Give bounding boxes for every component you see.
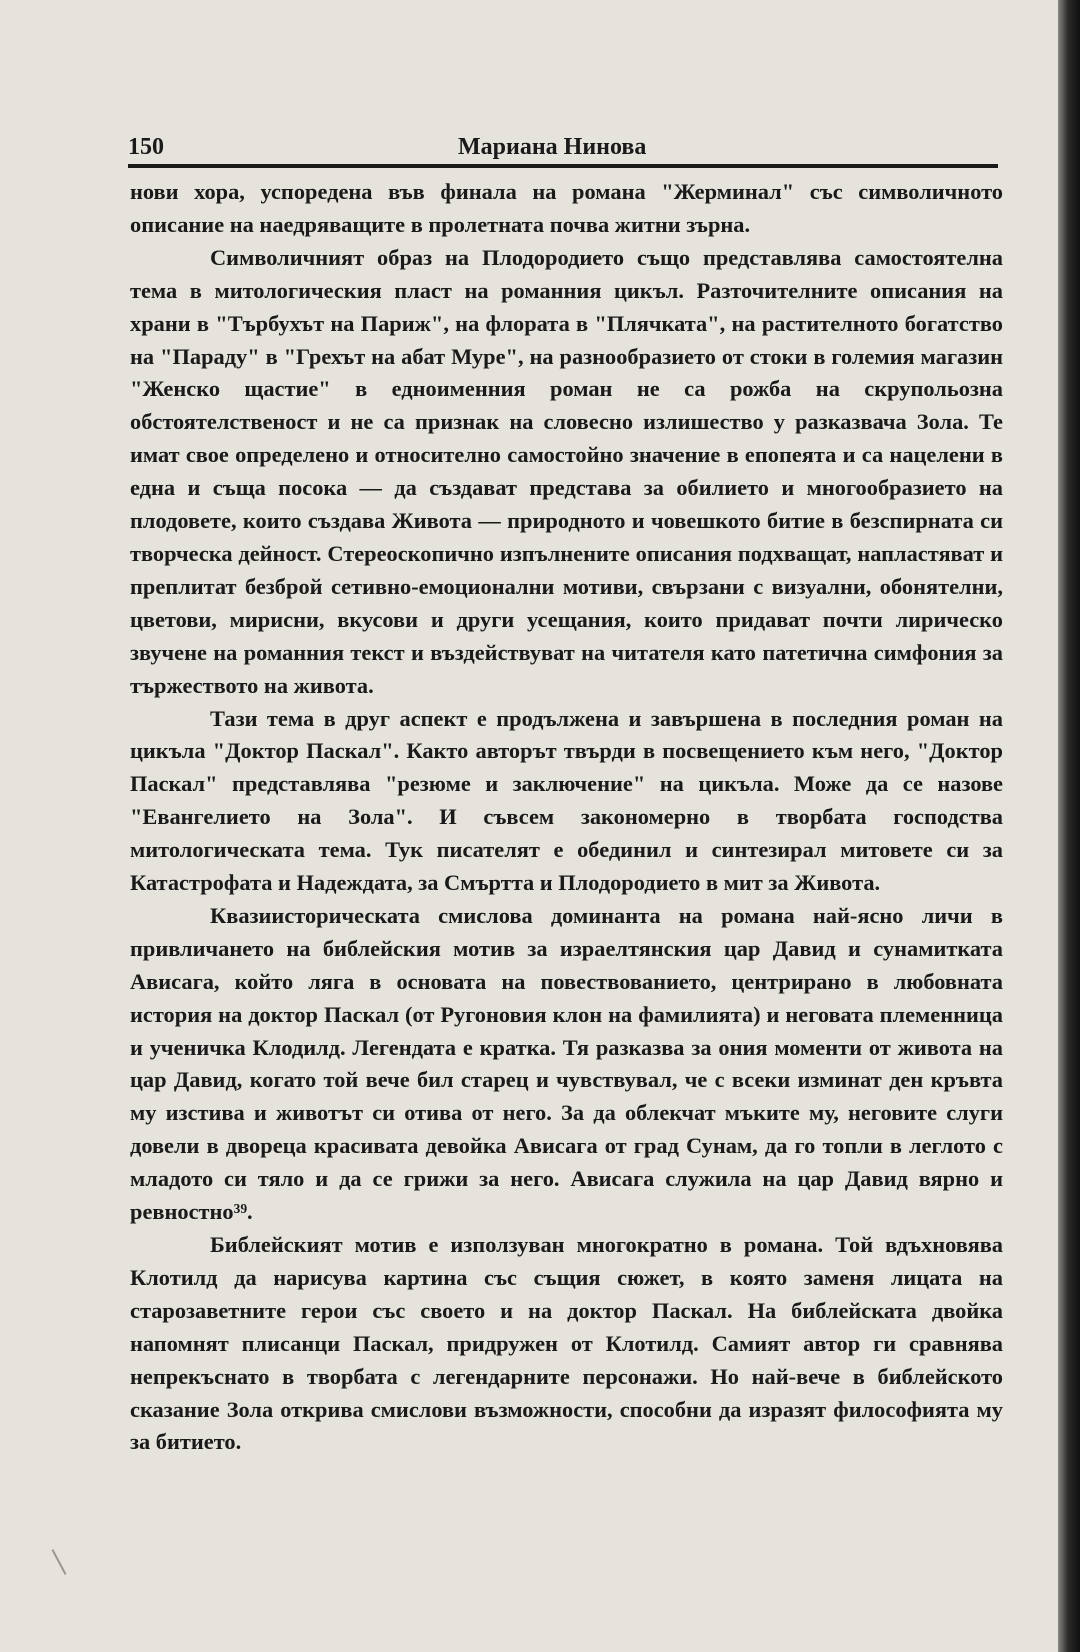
- book-spine-shadow: [1058, 0, 1080, 1652]
- paragraph-2: Символичният образ на Плодородието също представлява самостоятелна тема в митологическия пласт на романния цикъл. Разточителните описания на храни в "Търбухът на Париж", на флората в "Плячката", на растителното богатство на "Параду" в "Грехът на абат Муре", на разнообразието от стоки в големия магазин "Женско щастие" в едноименния роман не са рожба на скрупольозна обстоятелственост и не са признак на словесно излишество у разказвача Зола. Те имат свое определено и относително самостойно значение в епопеята и са нацелени в една и съща посока — да създават представа за обилието и многообразието на плодовете, които създава Живота — природното и човешкото битие в безспирната си творческа дейност. Стереоскопично изпълнените описания подхващат, напластяват и преплитат безброй сетивно-емоционални мотиви, свързани с визуални, обонятелни, цветови, мирисни, вкусови и други усещания, които придават почти лирическо звучене на романния текст и въздействуват на читателя като патетична симфония за тържеството на живота.: [130, 244, 1003, 698]
- paragraph-3: Тази тема в друг аспект е продължена и завършена в последния роман на цикъла "Доктор Паскал". Както авторът твърди в посвещението към него, "Доктор Паскал" представлява "резюме и заключение" на цикъла. Може да се назове "Евангелието на Зола". И съвсем закономерно в творбата господства митологическата тема. Тук писателят е обединил и синтезирал митовете си за Катастрофата и Надеждата, за Смъртта и Плодородието в мит за Живота.: [130, 705, 1003, 896]
- paragraph-4: Квазиисторическата смислова доминанта на романа най-ясно личи в привличането на библейския мотив за израелтянския цар Давид и сунамитката Ависага, който ляга в основата на повествованието, центрирано в любовната история на доктор Паскал (от Ругоновия клон на фамилията) и неговата племенница и ученичка Клодилд. Легендата е кратка. Тя разказва за ония моменти от живота на цар Давид, когато той вече бил старец и чувствувал, че с всеки изминат ден кръвта му изстива и животът си отива от него. За да облекчат мъките му, неговите слуги довели в двореца красивата девойка Ависага от град Сунам, да го топли в леглото с младото си тяло и да се грижи за него. Ависага служила на цар Давид вярно и ревностно³⁹.: [130, 902, 1003, 1225]
- page-number: 150: [128, 134, 164, 160]
- running-title: Мариана Нинова: [458, 134, 647, 160]
- paragraph-5: Библейският мотив е използуван многократно в романа. Той вдъхновява Клотилд да нарисува картина със същия сюжет, в която заменя лицата на старозаветните герои със своето и на доктор Паскал. На библейската двойка напомнят плисанци Паскал, придружен от Клотилд. Самият автор ги сравнява непрекъснато в творбата с легендарните персонажи. Но най-вече в библейското сказание Зола открива смислови възможности, способни да изразят философията му за битието.: [130, 1232, 1003, 1455]
- body-text: [130, 176, 1003, 1459]
- page-header: [128, 134, 998, 164]
- header-rule: [128, 164, 998, 168]
- paragraph-1: нови хора, успоредена във финала на романа "Жерминал" със символичното описание на наедряващите в пролетната почва житни зърна.: [130, 179, 1003, 237]
